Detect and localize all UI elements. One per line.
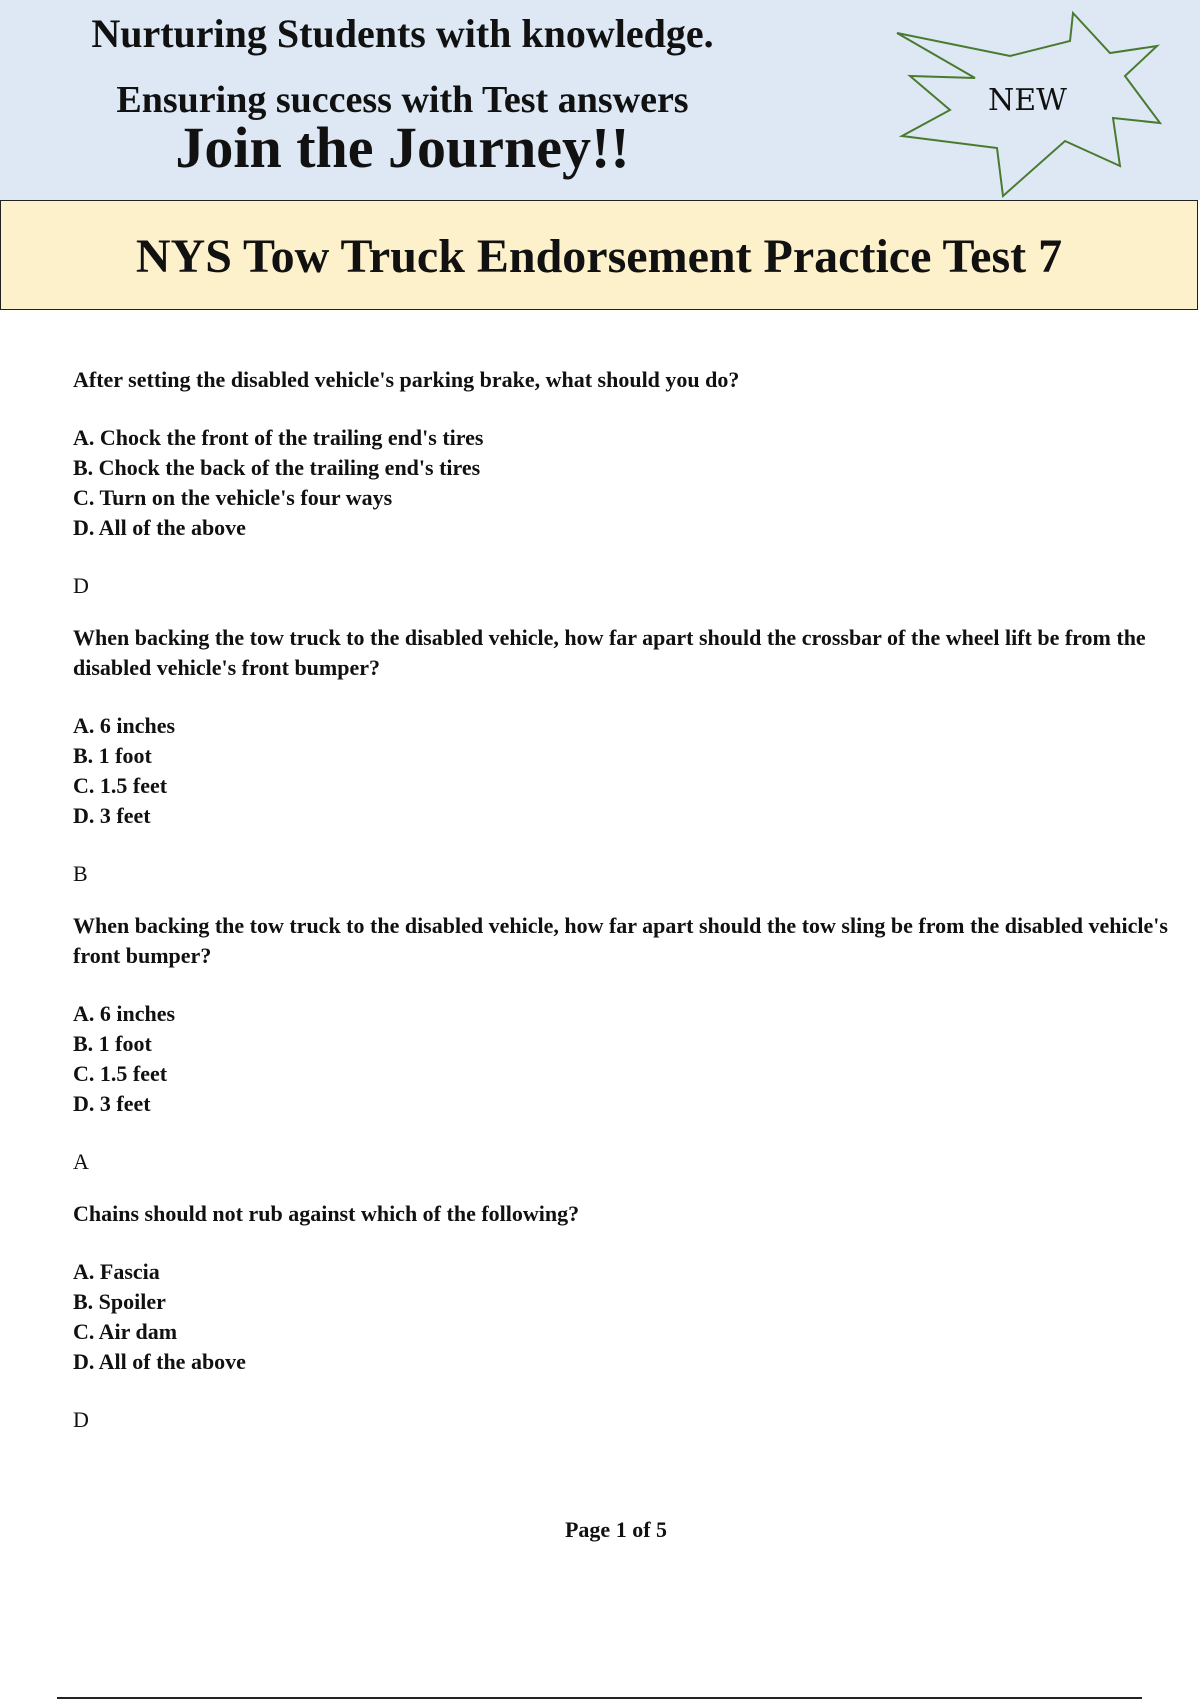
answer-key: A: [73, 1149, 89, 1174]
page-number: Page 1 of 5: [564, 1517, 668, 1542]
question-item: [73, 1199, 1168, 1435]
banner-tagline-1: Nurturing Students with knowledge.: [91, 11, 714, 56]
option-c: C. Turn on the vehicle's four ways: [73, 485, 393, 510]
option-list: [73, 423, 1168, 543]
question-text: When backing the tow truck to the disabled vehicle, how far apart should the tow sling be from the disabled vehicle's front bumper?: [73, 913, 1168, 968]
footer-divider: [57, 1697, 1142, 1699]
banner-tagline-2: Ensuring success with Test answers: [116, 79, 689, 121]
page-title: NYS Tow Truck Endorsement Practice Test 7: [135, 230, 1063, 283]
question-item: [73, 365, 1168, 601]
option-list: [73, 999, 1168, 1119]
option-list: [73, 711, 1168, 831]
option-b: B. 1 foot: [73, 1031, 152, 1056]
test-title-box: [0, 200, 1198, 310]
option-d: D. All of the above: [73, 1349, 246, 1374]
option-d: D. 3 feet: [73, 1091, 151, 1116]
question-list: [73, 365, 1168, 1457]
question-text: After setting the disabled vehicle's parking brake, what should you do?: [73, 367, 740, 392]
option-a: A. Chock the front of the trailing end's tires: [73, 425, 484, 450]
option-b: B. Spoiler: [73, 1289, 166, 1314]
question-item: [73, 623, 1168, 889]
new-badge-label: NEW: [988, 83, 1067, 118]
answer-key: D: [73, 573, 89, 598]
question-text: Chains should not rub against which of the following?: [73, 1201, 580, 1226]
option-d: D. All of the above: [73, 515, 246, 540]
option-a: A. 6 inches: [73, 713, 176, 738]
option-b: B. Chock the back of the trailing end's tires: [73, 455, 481, 480]
option-a: A. Fascia: [73, 1259, 160, 1284]
option-list: [73, 1257, 1168, 1377]
promo-banner: [0, 0, 1200, 200]
option-b: B. 1 foot: [73, 743, 152, 768]
option-d: D. 3 feet: [73, 803, 151, 828]
option-c: C. Air dam: [73, 1319, 178, 1344]
option-a: A. 6 inches: [73, 1001, 176, 1026]
option-c: C. 1.5 feet: [73, 773, 168, 798]
option-c: C. 1.5 feet: [73, 1061, 168, 1086]
new-badge: [895, 8, 1185, 198]
answer-key: D: [73, 1407, 89, 1432]
question-text: When backing the tow truck to the disabled vehicle, how far apart should the crossbar of the wheel lift be from the disabled vehicle's front bumper?: [73, 625, 1146, 680]
question-item: [73, 911, 1168, 1177]
banner-headline: Join the Journey!!: [175, 115, 630, 180]
answer-key: B: [73, 861, 88, 886]
